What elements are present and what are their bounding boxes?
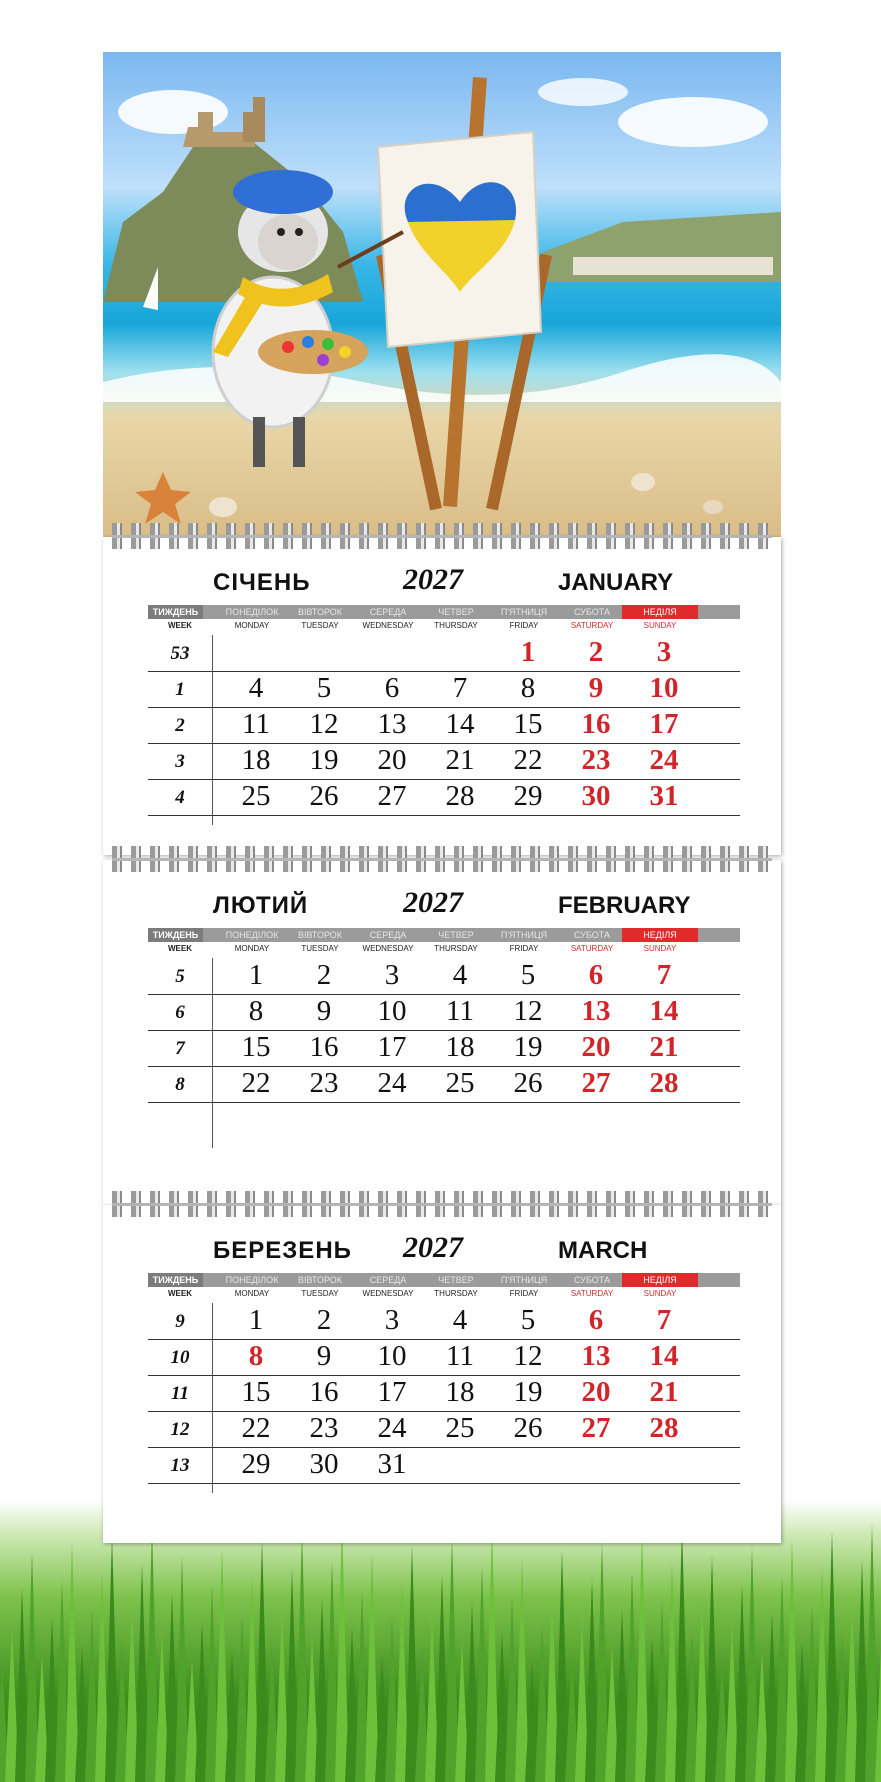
calendar-illustration bbox=[103, 52, 781, 537]
day-cell[interactable]: 6 bbox=[588, 1304, 604, 1336]
day-cell[interactable]: 29 bbox=[241, 1448, 271, 1480]
weekday-ua-0: ПОНЕДІЛОК bbox=[225, 1275, 279, 1285]
day-cell[interactable]: 8 bbox=[248, 1340, 264, 1372]
day-cell[interactable]: 19 bbox=[513, 1031, 543, 1063]
weekday-header-bar bbox=[148, 605, 740, 619]
weekday-en-4: FRIDAY bbox=[509, 1289, 539, 1298]
day-cell[interactable]: 31 bbox=[377, 1448, 407, 1480]
day-cell[interactable]: 4 bbox=[248, 672, 264, 704]
day-cell[interactable]: 22 bbox=[513, 744, 543, 776]
week-number: 6 bbox=[175, 1002, 185, 1023]
week-row bbox=[148, 707, 740, 744]
day-cell[interactable]: 13 bbox=[377, 708, 407, 740]
weekday-ua-2: СЕРЕДА bbox=[369, 1275, 407, 1285]
week-row bbox=[148, 1447, 740, 1484]
week-row bbox=[148, 635, 740, 672]
weekday-en-1: TUESDAY bbox=[301, 621, 339, 630]
week-number: 11 bbox=[171, 1383, 189, 1404]
weekday-en-3: THURSDAY bbox=[434, 944, 478, 953]
week-number: 8 bbox=[175, 1074, 185, 1095]
weekday-subheader bbox=[148, 944, 740, 956]
day-cell[interactable]: 21 bbox=[649, 1031, 679, 1063]
day-cell[interactable]: 28 bbox=[649, 1067, 679, 1099]
day-cell[interactable]: 2 bbox=[316, 959, 332, 991]
week-row bbox=[148, 1375, 740, 1412]
day-cell[interactable]: 16 bbox=[581, 708, 611, 740]
week-header-en: WEEK bbox=[168, 944, 192, 953]
day-cell[interactable]: 4 bbox=[452, 959, 468, 991]
day-cell[interactable]: 11 bbox=[446, 1340, 474, 1372]
week-number: 10 bbox=[170, 1347, 190, 1368]
month-sheet-3 bbox=[103, 1205, 781, 1543]
day-cell[interactable]: 14 bbox=[649, 1340, 679, 1372]
weekday-header-bar bbox=[148, 1273, 740, 1287]
week-row bbox=[148, 743, 740, 780]
weekday-en-2: WEDNESDAY bbox=[362, 944, 414, 953]
month-sheet-1 bbox=[103, 537, 781, 855]
day-cell[interactable]: 1 bbox=[520, 636, 536, 668]
day-cell[interactable]: 14 bbox=[649, 995, 679, 1027]
day-cell[interactable]: 26 bbox=[309, 780, 339, 812]
week-header-ua: ТИЖДЕНЬ bbox=[148, 605, 203, 619]
week-row bbox=[148, 1102, 740, 1138]
day-cell[interactable]: 24 bbox=[377, 1067, 407, 1099]
weekday-ua-4: П'ЯТНИЦЯ bbox=[500, 930, 548, 940]
day-cell[interactable]: 23 bbox=[309, 1067, 339, 1099]
day-cell[interactable]: 25 bbox=[445, 1412, 475, 1444]
weekday-ua-6: НЕДІЛЯ bbox=[622, 1273, 698, 1287]
weekday-ua-3: ЧЕТВЕР bbox=[438, 930, 474, 940]
weekday-header-bar bbox=[148, 928, 740, 942]
day-cell[interactable]: 3 bbox=[656, 636, 672, 668]
day-cell[interactable]: 12 bbox=[513, 995, 543, 1027]
day-cell[interactable]: 17 bbox=[377, 1376, 407, 1408]
day-cell[interactable]: 15 bbox=[241, 1376, 271, 1408]
month-name-en: JANUARY bbox=[558, 569, 674, 596]
day-cell[interactable]: 7 bbox=[452, 672, 468, 704]
week-row bbox=[148, 1030, 740, 1067]
week-number: 13 bbox=[170, 1455, 190, 1476]
day-cell[interactable]: 30 bbox=[581, 780, 611, 812]
week-row bbox=[148, 1066, 740, 1103]
day-cell[interactable]: 10 bbox=[377, 1340, 407, 1372]
spiral-binding-bar bbox=[112, 1203, 772, 1206]
day-cell[interactable]: 7 bbox=[656, 959, 672, 991]
day-cell[interactable]: 1 bbox=[248, 959, 264, 991]
weekday-en-6: SUNDAY bbox=[643, 1289, 677, 1298]
month-sheet-2 bbox=[103, 860, 781, 1205]
week-number: 5 bbox=[175, 966, 185, 987]
day-cell[interactable]: 12 bbox=[309, 708, 339, 740]
week-number: 9 bbox=[175, 1311, 185, 1332]
week-row bbox=[148, 779, 740, 816]
weekday-ua-5: СУБОТА bbox=[574, 930, 610, 940]
day-cell[interactable]: 5 bbox=[316, 672, 332, 704]
day-cell[interactable]: 10 bbox=[377, 995, 407, 1027]
weekday-en-5: SATURDAY bbox=[570, 1289, 614, 1298]
weekday-ua-1: ВІВТОРОК bbox=[297, 607, 343, 617]
day-cell[interactable]: 15 bbox=[513, 708, 543, 740]
day-cell[interactable]: 8 bbox=[248, 995, 264, 1027]
weekday-en-0: MONDAY bbox=[234, 1289, 270, 1298]
week-row bbox=[148, 958, 740, 995]
day-cell[interactable]: 5 bbox=[520, 959, 536, 991]
year-label: 2027 bbox=[403, 1231, 463, 1264]
weekday-en-3: THURSDAY bbox=[434, 621, 478, 630]
month-name-en: MARCH bbox=[558, 1237, 648, 1264]
week-number: 7 bbox=[175, 1038, 185, 1059]
day-cell[interactable]: 18 bbox=[241, 744, 271, 776]
day-cell[interactable]: 10 bbox=[649, 672, 679, 704]
week-row bbox=[148, 994, 740, 1031]
week-header-ua: ТИЖДЕНЬ bbox=[148, 928, 203, 942]
weekday-en-5: SATURDAY bbox=[570, 621, 614, 630]
day-cell[interactable]: 23 bbox=[581, 744, 611, 776]
weekday-ua-2: СЕРЕДА bbox=[369, 930, 407, 940]
weekday-ua-5: СУБОТА bbox=[574, 1275, 610, 1285]
day-cell[interactable]: 20 bbox=[581, 1031, 611, 1063]
week-row bbox=[148, 1303, 740, 1340]
day-cell[interactable]: 27 bbox=[581, 1412, 611, 1444]
week-number: 4 bbox=[175, 787, 185, 808]
weekday-en-2: WEDNESDAY bbox=[362, 621, 414, 630]
day-cell[interactable]: 23 bbox=[309, 1412, 339, 1444]
day-cell[interactable]: 9 bbox=[316, 995, 332, 1027]
week-header-en: WEEK bbox=[168, 1289, 192, 1298]
weekday-en-4: FRIDAY bbox=[509, 944, 539, 953]
weekday-ua-2: СЕРЕДА bbox=[369, 607, 407, 617]
week-row bbox=[148, 1339, 740, 1376]
day-cell[interactable]: 16 bbox=[309, 1031, 339, 1063]
week-number: 3 bbox=[175, 751, 185, 772]
weekday-ua-6: НЕДІЛЯ bbox=[622, 605, 698, 619]
day-cell[interactable]: 16 bbox=[309, 1376, 339, 1408]
weekday-subheader bbox=[148, 1289, 740, 1301]
weekday-en-1: TUESDAY bbox=[301, 944, 339, 953]
day-cell[interactable]: 29 bbox=[513, 780, 543, 812]
day-cell[interactable]: 25 bbox=[241, 780, 271, 812]
week-header-ua: ТИЖДЕНЬ bbox=[148, 1273, 203, 1287]
weekday-subheader bbox=[148, 621, 740, 633]
year-label: 2027 bbox=[403, 886, 463, 919]
weekday-ua-0: ПОНЕДІЛОК bbox=[225, 607, 279, 617]
grass-blade bbox=[875, 1626, 881, 1782]
weekday-ua-1: ВІВТОРОК bbox=[297, 1275, 343, 1285]
weekday-en-6: SUNDAY bbox=[643, 621, 677, 630]
day-cell[interactable]: 19 bbox=[309, 744, 339, 776]
week-row bbox=[148, 1411, 740, 1448]
weekday-ua-0: ПОНЕДІЛОК bbox=[225, 930, 279, 940]
day-cell[interactable]: 5 bbox=[520, 1304, 536, 1336]
day-cell[interactable]: 13 bbox=[581, 1340, 611, 1372]
month-name-en: FEBRUARY bbox=[558, 892, 691, 919]
month-name-ua: БЕРЕЗЕНЬ bbox=[213, 1237, 352, 1264]
spiral-binding-bar bbox=[112, 535, 772, 538]
day-cell[interactable]: 3 bbox=[384, 1304, 400, 1336]
day-cell[interactable]: 21 bbox=[445, 744, 475, 776]
week-number: 12 bbox=[170, 1419, 190, 1440]
day-cell[interactable]: 13 bbox=[581, 995, 611, 1027]
day-cell[interactable]: 18 bbox=[445, 1031, 475, 1063]
sheep-painter-illustration bbox=[103, 52, 781, 537]
day-cell[interactable]: 11 bbox=[242, 708, 270, 740]
weekday-en-2: WEDNESDAY bbox=[362, 1289, 414, 1298]
week-number: 1 bbox=[175, 679, 185, 700]
weekday-en-0: MONDAY bbox=[234, 944, 270, 953]
day-cell[interactable]: 12 bbox=[513, 1340, 543, 1372]
day-cell[interactable]: 9 bbox=[316, 1340, 332, 1372]
day-cell[interactable]: 21 bbox=[649, 1376, 679, 1408]
day-cell[interactable]: 22 bbox=[241, 1067, 271, 1099]
weekday-ua-1: ВІВТОРОК bbox=[297, 930, 343, 940]
week-row bbox=[148, 671, 740, 708]
weekday-ua-4: П'ЯТНИЦЯ bbox=[500, 1275, 548, 1285]
day-cell[interactable]: 26 bbox=[513, 1067, 543, 1099]
day-cell[interactable]: 20 bbox=[581, 1376, 611, 1408]
weekday-ua-3: ЧЕТВЕР bbox=[438, 1275, 474, 1285]
day-cell[interactable]: 4 bbox=[452, 1304, 468, 1336]
year-label: 2027 bbox=[403, 563, 463, 596]
day-cell[interactable]: 28 bbox=[445, 780, 475, 812]
month-name-ua: ЛЮТИЙ bbox=[213, 892, 309, 919]
weekday-en-1: TUESDAY bbox=[301, 1289, 339, 1298]
day-cell[interactable]: 24 bbox=[649, 744, 679, 776]
day-cell[interactable]: 11 bbox=[446, 995, 474, 1027]
week-number: 2 bbox=[175, 715, 185, 736]
weekday-en-5: SATURDAY bbox=[570, 944, 614, 953]
day-cell[interactable]: 17 bbox=[377, 1031, 407, 1063]
day-cell[interactable]: 28 bbox=[649, 1412, 679, 1444]
weekday-en-4: FRIDAY bbox=[509, 621, 539, 630]
week-header-en: WEEK bbox=[168, 621, 192, 630]
day-cell[interactable]: 20 bbox=[377, 744, 407, 776]
day-cell[interactable]: 27 bbox=[581, 1067, 611, 1099]
day-cell[interactable]: 19 bbox=[513, 1376, 543, 1408]
weekday-en-0: MONDAY bbox=[234, 621, 270, 630]
week-number: 53 bbox=[170, 643, 190, 664]
day-cell[interactable]: 25 bbox=[445, 1067, 475, 1099]
day-cell[interactable]: 14 bbox=[445, 708, 475, 740]
day-cell[interactable]: 24 bbox=[377, 1412, 407, 1444]
day-cell[interactable]: 17 bbox=[649, 708, 679, 740]
spiral-binding-bar bbox=[112, 858, 772, 861]
day-cell[interactable]: 7 bbox=[656, 1304, 672, 1336]
day-cell[interactable]: 26 bbox=[513, 1412, 543, 1444]
weekday-ua-5: СУБОТА bbox=[574, 607, 610, 617]
day-cell[interactable]: 22 bbox=[241, 1412, 271, 1444]
weekday-ua-4: П'ЯТНИЦЯ bbox=[500, 607, 548, 617]
day-cell[interactable]: 15 bbox=[241, 1031, 271, 1063]
day-cell[interactable]: 18 bbox=[445, 1376, 475, 1408]
day-cell[interactable]: 6 bbox=[384, 672, 400, 704]
weekday-en-3: THURSDAY bbox=[434, 1289, 478, 1298]
day-cell[interactable]: 6 bbox=[588, 959, 604, 991]
day-cell[interactable]: 27 bbox=[377, 780, 407, 812]
day-cell[interactable]: 3 bbox=[384, 959, 400, 991]
month-name-ua: СІЧЕНЬ bbox=[213, 569, 311, 596]
day-cell[interactable]: 31 bbox=[649, 780, 679, 812]
day-cell[interactable]: 30 bbox=[309, 1448, 339, 1480]
day-cell[interactable]: 1 bbox=[248, 1304, 264, 1336]
weekday-ua-6: НЕДІЛЯ bbox=[622, 928, 698, 942]
day-cell[interactable]: 8 bbox=[520, 672, 536, 704]
weekday-ua-3: ЧЕТВЕР bbox=[438, 607, 474, 617]
day-cell[interactable]: 2 bbox=[588, 636, 604, 668]
day-cell[interactable]: 9 bbox=[588, 672, 604, 704]
weekday-en-6: SUNDAY bbox=[643, 944, 677, 953]
day-cell[interactable]: 2 bbox=[316, 1304, 332, 1336]
